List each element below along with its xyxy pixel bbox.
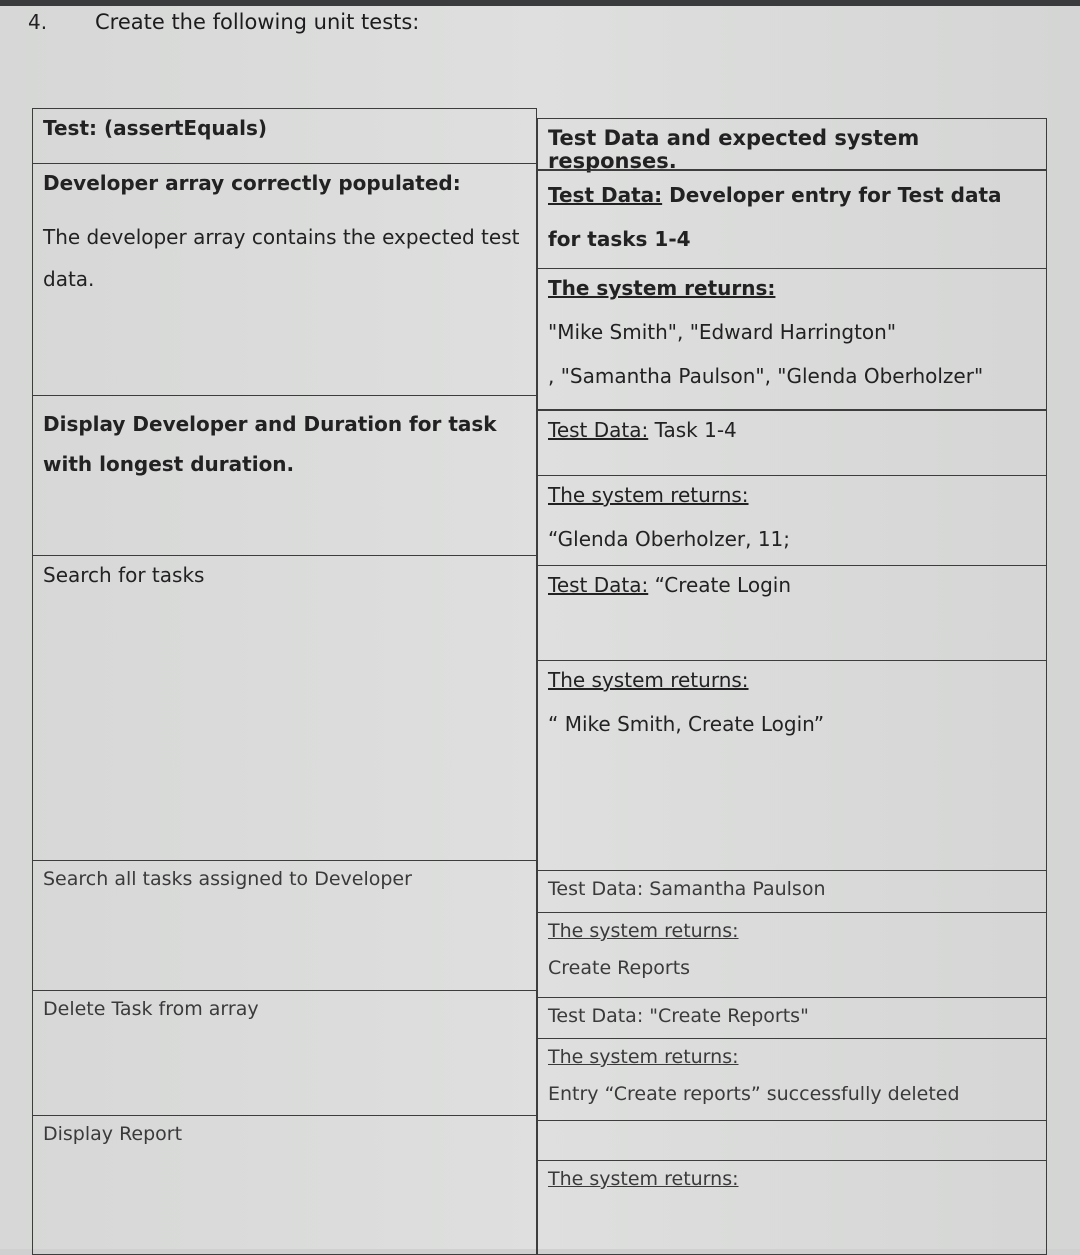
section-number: 4. (28, 10, 48, 34)
test-title: Search for tasks (43, 563, 205, 587)
returns-label: The system returns: (548, 1168, 739, 1190)
returns-label: The system returns: (548, 1046, 739, 1068)
returns-4 (537, 912, 1047, 998)
returns-label: The system returns: (548, 668, 749, 692)
test-title: Search all tasks assigned to Developer (43, 868, 412, 890)
returns-label: The system returns: (548, 483, 749, 507)
returns-label: The system returns: (548, 276, 776, 300)
header-left-text: Test: (assertEquals) (43, 116, 268, 140)
test-description: The developer array contains the expected test data. (43, 225, 520, 291)
test-row-2 (32, 395, 537, 556)
test-data-2 (537, 410, 1047, 476)
test-data-1 (537, 170, 1047, 269)
returns-value-line1: "Mike Smith", "Edward Harrington" (548, 320, 897, 344)
returns-value-line2: , "Samantha Paulson", "Glenda Oberholzer" (548, 364, 984, 388)
test-data-label: Test Data: (548, 183, 663, 207)
returns-6 (537, 1160, 1047, 1255)
returns-label: The system returns: (548, 920, 739, 942)
test-data-4 (537, 870, 1047, 913)
returns-value: Entry “Create reports” successfully deleted (548, 1082, 960, 1105)
test-data-value: Samantha Paulson (649, 878, 826, 900)
test-data-label: Test Data: (548, 573, 649, 597)
test-data-value: Task 1-4 (654, 418, 737, 442)
header-data (537, 118, 1047, 174)
returns-5 (537, 1038, 1047, 1121)
test-data-value: "Create Reports" (649, 1005, 809, 1027)
section-heading: Create the following unit tests: (95, 10, 420, 34)
returns-value: “ Mike Smith, Create Login” (548, 712, 825, 736)
returns-1 (537, 268, 1047, 410)
test-title: Display Report (43, 1123, 183, 1145)
test-data-label: Test Data: (548, 878, 644, 900)
test-data-value: “Create Login (654, 573, 792, 597)
test-title: Developer array correctly populated: (43, 171, 461, 195)
test-data-label: Test Data: (548, 1005, 644, 1027)
test-data-5 (537, 997, 1047, 1039)
test-row-5 (32, 990, 537, 1116)
test-data-3 (537, 565, 1047, 661)
test-data-value: Developer entry for Test data for tasks 1-4 (548, 183, 1002, 251)
returns-value: Create Reports (548, 956, 691, 979)
test-title: Delete Task from array (43, 998, 259, 1020)
header-test (32, 108, 537, 164)
header-right-text: Test Data and expected system responses. (548, 126, 920, 174)
test-row-4 (32, 860, 537, 991)
test-data-6 (537, 1120, 1047, 1161)
test-data-label: Test Data: (548, 418, 649, 442)
test-row-1 (32, 163, 537, 396)
test-row-6 (32, 1115, 537, 1255)
returns-3 (537, 660, 1047, 871)
returns-value: “Glenda Oberholzer, 11; (548, 527, 791, 551)
test-row-3 (32, 555, 537, 861)
returns-2 (537, 475, 1047, 566)
test-title: Display Developer and Duration for task with longest duration. (43, 412, 497, 476)
